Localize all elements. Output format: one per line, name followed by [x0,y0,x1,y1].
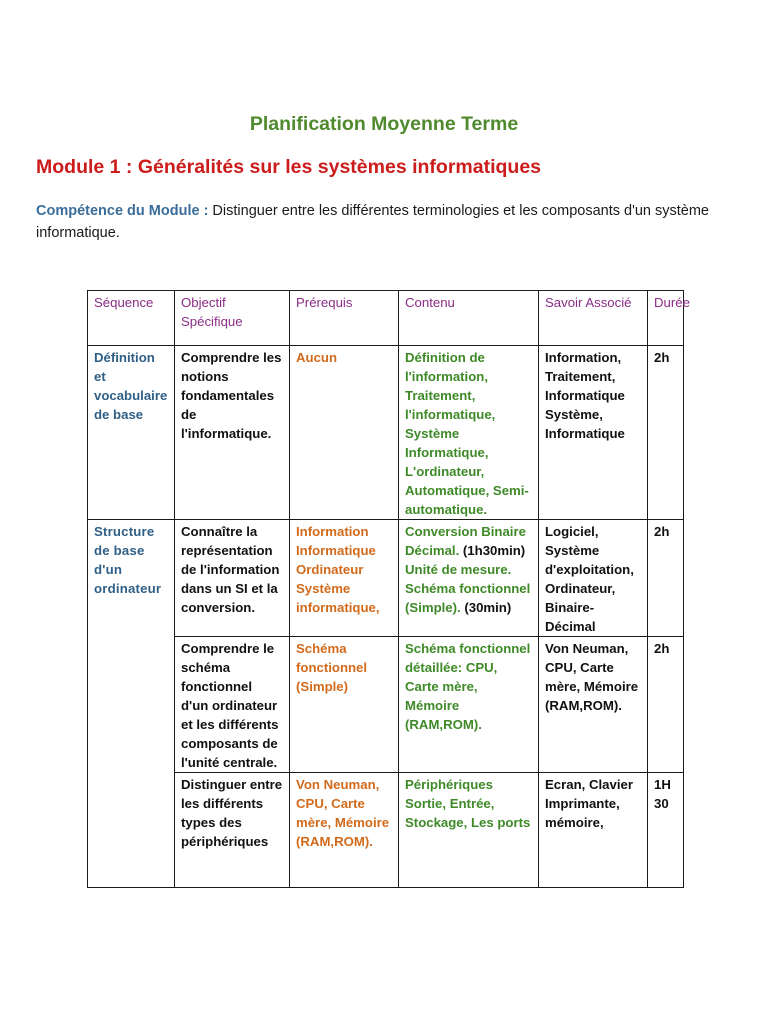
competence-text: Distinguer entre les différentes terminologies et les composants d'un système informatique. [36,203,709,241]
cell-contenu: Définition de l'information, Traitement, l'informatique, Système Informatique, L'ordinateur, Automatique, Semi-automatique. [399,346,539,520]
cell-objectif: Connaître la représentation de l'information dans un SI et la conversion. [175,520,290,637]
cell-prerequis: Aucun [290,346,399,520]
cell-contenu: Périphériques Sortie, Entrée, Stockage, Les ports [399,773,539,888]
header-duree: Durée [648,291,684,346]
cell-sequence: Structure de base d'un ordinateur [88,520,175,888]
cell-objectif: Distinguer entre les différents types des périphériques [175,773,290,888]
cell-savoir: Von Neuman, CPU, Carte mère, Mémoire (RAM,ROM). [539,637,648,773]
header-objectif: Objectif Spécifique [175,291,290,346]
cell-objectif: Comprendre le schéma fonctionnel d'un ordinateur et les différents composants de l'unité centrale. [175,637,290,773]
cell-duree: 2h [648,346,684,520]
cell-contenu [399,520,539,637]
contenu-part: Conversion Binaire Décimal. [405,524,526,558]
cell-prerequis: Von Neuman, CPU, Carte mère, Mémoire (RAM,ROM). [290,773,399,888]
cell-prerequis: Information Informatique Ordinateur Système informatique, [290,520,399,637]
contenu-duration: (1h30min) [459,543,526,558]
cell-duree: 2h [648,637,684,773]
table-row [88,773,684,888]
competence-paragraph [36,200,746,244]
header-sequence: Séquence [88,291,175,346]
contenu-duration: (30min) [460,600,512,615]
cell-contenu: Schéma fonctionnel détaillée: CPU, Carte mère, Mémoire (RAM,ROM). [399,637,539,773]
cell-prerequis: Schéma fonctionnel (Simple) [290,637,399,773]
table-row [88,346,684,520]
cell-savoir: Ecran, Clavier Imprimante, mémoire, [539,773,648,888]
module-heading: Module 1 : Généralités sur les systèmes informatiques [36,156,542,178]
cell-duree: 1H 30 [648,773,684,888]
header-prerequis: Prérequis [290,291,399,346]
header-savoir: Savoir Associé [539,291,648,346]
cell-savoir: Information, Traitement, Informatique Système, Informatique [539,346,648,520]
cell-objectif: Comprendre les notions fondamentales de l'informatique. [175,346,290,520]
table-row [88,637,684,773]
table-row [88,520,684,637]
header-contenu: Contenu [399,291,539,346]
table-header-row [88,291,684,346]
contenu-part: Unité de mesure. Schéma fonctionnel (Simple). [405,562,531,615]
planning-table [87,290,690,888]
page-title: Planification Moyenne Terme [249,113,519,135]
competence-label: Compétence du Module : [36,203,209,219]
cell-duree: 2h [648,520,684,637]
cell-savoir: Logiciel, Système d'exploitation, Ordinateur, Binaire-Décimal [539,520,648,637]
cell-sequence: Définition et vocabulaire de base [88,346,175,520]
